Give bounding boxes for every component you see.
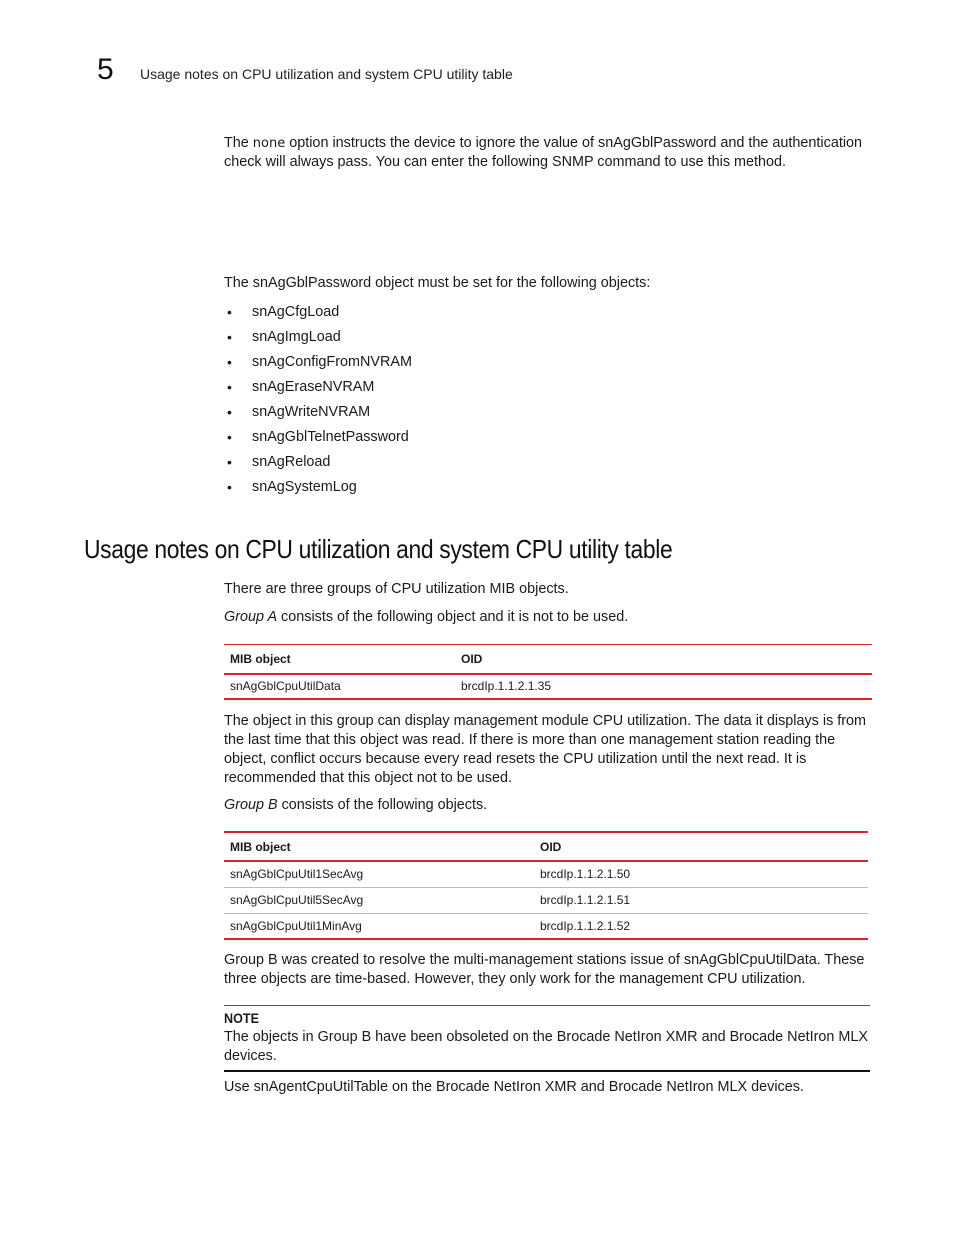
table-row	[224, 674, 872, 699]
list-item: • snAgSystemLog	[227, 479, 357, 495]
table-row	[224, 861, 868, 887]
groups-intro-paragraph: There are three groups of CPU utilization MIB objects.	[224, 581, 569, 597]
group-b-table	[224, 831, 868, 940]
column-header-mib-object: MIB object	[230, 839, 291, 854]
group-b-label: Group B	[224, 797, 278, 813]
bullet-icon: •	[227, 304, 232, 320]
bullet-icon: •	[227, 454, 232, 470]
bullet-icon: •	[227, 404, 232, 420]
list-item: • snAgGblTelnetPassword	[227, 429, 409, 445]
group-a-text: consists of the following object and it is not to be used.	[277, 609, 629, 625]
section-title: Usage notes on CPU utilization and system CPU utility table	[84, 534, 673, 564]
note-label: NOTE	[224, 1010, 260, 1026]
column-header-oid: OID	[540, 839, 562, 854]
mib-object-cell: snAgGblCpuUtilData	[230, 679, 341, 693]
table-header-row	[224, 645, 872, 674]
list-item: • snAgCfgLoad	[227, 304, 340, 320]
group-b-intro	[224, 796, 870, 815]
group-b-text: consists of the following objects.	[277, 797, 488, 813]
bullet-icon: •	[227, 479, 232, 495]
group-a-intro	[224, 608, 870, 627]
group-a-table	[224, 644, 872, 700]
running-header-title: Usage notes on CPU utilization and system CPU utility table	[140, 66, 513, 82]
object-bullet-list	[224, 302, 412, 502]
column-header-mib-object: MIB object	[230, 651, 291, 666]
group-b-description: Group B was created to resolve the multi-management stations issue of snAgGblCpuUtilData. These three objects are time-based. However, they only work for the management CPU utilization.	[224, 952, 865, 987]
list-item: • snAgImgLoad	[227, 329, 341, 345]
mib-object-cell: snAgGblCpuUtil5SecAvg	[230, 893, 364, 907]
note-box	[224, 1005, 870, 1072]
intro-paragraph-objects: The snAgGblPassword object must be set for the following objects:	[224, 275, 651, 291]
table-row	[224, 887, 868, 913]
list-item: • snAgReload	[227, 454, 331, 470]
group-a-label: Group A	[224, 609, 278, 625]
group-a-description: The object in this group can display management module CPU utilization. The data it displays is from the last time that this object was read. If there is more than one management station reading the object, conflict occurs because every read resets the CPU utilization until the next read. It is recommended that this object not to be used.	[224, 713, 867, 786]
table-row	[224, 913, 868, 939]
oid-cell: brcdIp.1.1.2.1.50	[540, 867, 631, 882]
table-header-row	[224, 832, 868, 861]
intro-text-after: option instructs the device to ignore the value of snAgGblPassword and the authentication check will always pass. You can enter the following SNMP command to use this method.	[224, 135, 863, 170]
oid-cell: brcdIp.1.1.2.1.35	[461, 679, 552, 693]
list-item: • snAgWriteNVRAM	[227, 404, 371, 420]
bullet-icon: •	[227, 379, 232, 395]
intro-paragraph-none-option	[224, 134, 870, 172]
column-header-oid: OID	[461, 651, 483, 666]
mib-object-cell: snAgGblCpuUtil1SecAvg	[230, 867, 364, 882]
note-text: The objects in Group B have been obsoleted on the Brocade NetIron XMR and Brocade NetIron MLX devices.	[224, 1029, 868, 1064]
bullet-icon: •	[227, 429, 232, 445]
final-paragraph: Use snAgentCpuUtilTable on the Brocade NetIron XMR and Brocade NetIron MLX devices.	[224, 1079, 804, 1095]
list-item: • snAgConfigFromNVRAM	[227, 354, 412, 370]
bullet-icon: •	[227, 354, 232, 370]
mib-object-cell: snAgGblCpuUtil1MinAvg	[230, 918, 362, 933]
list-item: • snAgEraseNVRAM	[227, 379, 375, 395]
oid-cell: brcdIp.1.1.2.1.52	[540, 918, 631, 933]
none-keyword: none	[252, 136, 286, 151]
oid-cell: brcdIp.1.1.2.1.51	[540, 893, 631, 907]
bullet-icon: •	[227, 329, 232, 345]
chapter-number: 5	[97, 53, 114, 86]
intro-text-before: The	[224, 135, 253, 151]
